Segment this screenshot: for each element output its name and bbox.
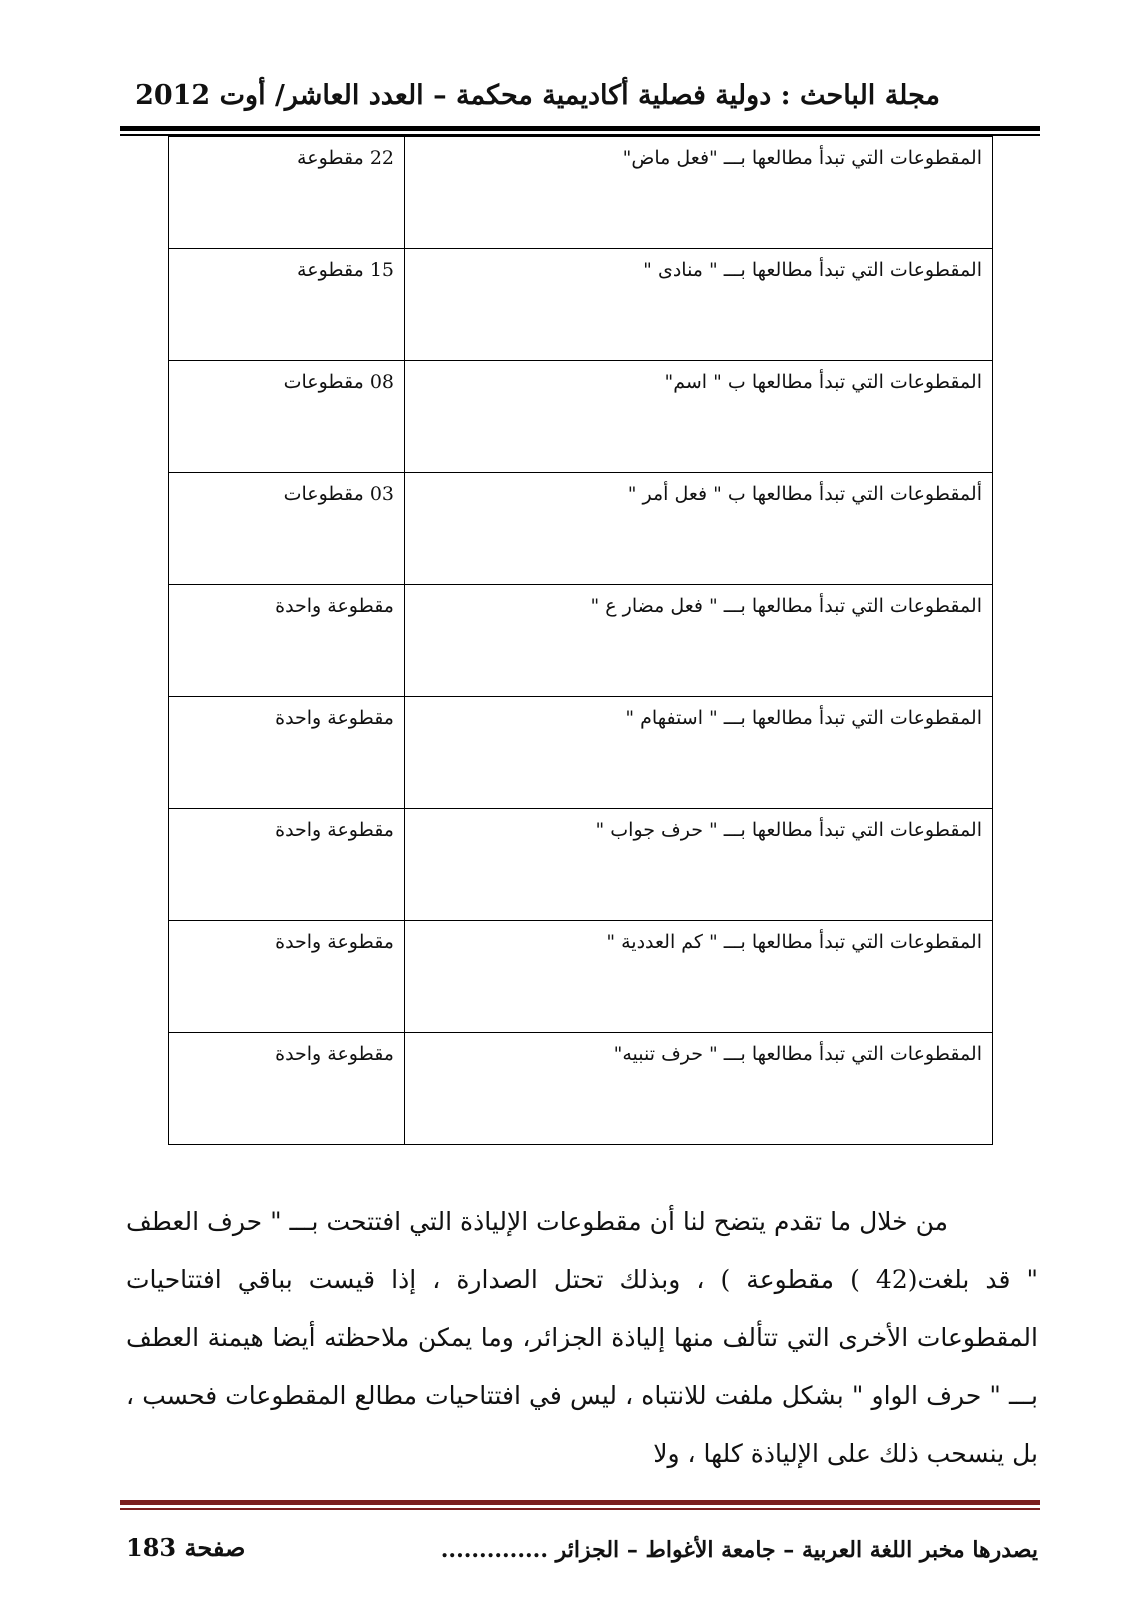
header-rule-thick xyxy=(120,126,1040,131)
body-paragraph: من خلال ما تقدم يتضح لنا أن مقطوعات الإلياذة التي افتتحت بـــ " حرف العطف " قد بلغت(42 ) مقطوعة ) ، وبذلك تحتل الصدارة ، إذا قيست بباقي افتتاحيات المقطوعات الأخرى التي تتألف منها إلياذة الجزائر، وما يمكن ملاحظته أيضا هيمنة العطف بـــ " حرف الواو " بشكل ملفت للانتباه ، ليس في افتتاحيات مطالع المقطوعات فحسب ، بل ينسحب ذلك على الإلياذة كلها ، ولا xyxy=(126,1207,1038,1468)
row-count-cell: 03 مقطوعات xyxy=(169,473,405,585)
footer-rule-thin xyxy=(120,1508,1040,1510)
footer-rule-thick xyxy=(120,1500,1040,1505)
openings-table xyxy=(168,136,993,1145)
table-row xyxy=(169,1033,993,1145)
table-row xyxy=(169,473,993,585)
table-row xyxy=(169,361,993,473)
row-label-cell: ألمقطوعات التي تبدأ مطالعها ب " فعل أمر " xyxy=(405,473,993,585)
table-row xyxy=(169,697,993,809)
row-label-cell: المقطوعات التي تبدأ مطالعها بـــ " كم العددية " xyxy=(405,921,993,1033)
row-label-cell: المقطوعات التي تبدأ مطالعها بـــ " منادى " xyxy=(405,249,993,361)
row-label-cell: المقطوعات التي تبدأ مطالعها بـــ " حرف جواب " xyxy=(405,809,993,921)
openings-table-body xyxy=(169,137,993,1145)
row-count-cell: 15 مقطوعة xyxy=(169,249,405,361)
row-count-cell: مقطوعة واحدة xyxy=(169,809,405,921)
row-label-cell: المقطوعات التي تبدأ مطالعها بـــ " استفهام " xyxy=(405,697,993,809)
row-label-cell: المقطوعات التي تبدأ مطالعها ب " اسم" xyxy=(405,361,993,473)
footer-page-number: صفحة 183 xyxy=(126,1533,246,1562)
footer-publisher: يصدرها مخبر اللغة العربية – جامعة الأغواط – الجزائر .............. xyxy=(440,1537,1038,1563)
table-row xyxy=(169,137,993,249)
row-count-cell: مقطوعة واحدة xyxy=(169,1033,405,1145)
row-count-cell: مقطوعة واحدة xyxy=(169,585,405,697)
row-count-cell: 22 مقطوعة xyxy=(169,137,405,249)
row-count-cell: مقطوعة واحدة xyxy=(169,697,405,809)
row-count-cell: مقطوعة واحدة xyxy=(169,921,405,1033)
table-row xyxy=(169,249,993,361)
row-label-cell: المقطوعات التي تبدأ مطالعها بـــ " حرف تنبيه" xyxy=(405,1033,993,1145)
row-label-cell: المقطوعات التي تبدأ مطالعها بـــ "فعل ماض" xyxy=(405,137,993,249)
table-row xyxy=(169,585,993,697)
row-count-cell: 08 مقطوعات xyxy=(169,361,405,473)
journal-header-title: مجلة الباحث : دولية فصلية أكاديمية محكمة – العدد العاشر/ أوت 2012 xyxy=(135,80,940,111)
row-label-cell: المقطوعات التي تبدأ مطالعها بـــ " فعل مضار ع " xyxy=(405,585,993,697)
table-row xyxy=(169,809,993,921)
table-row xyxy=(169,921,993,1033)
